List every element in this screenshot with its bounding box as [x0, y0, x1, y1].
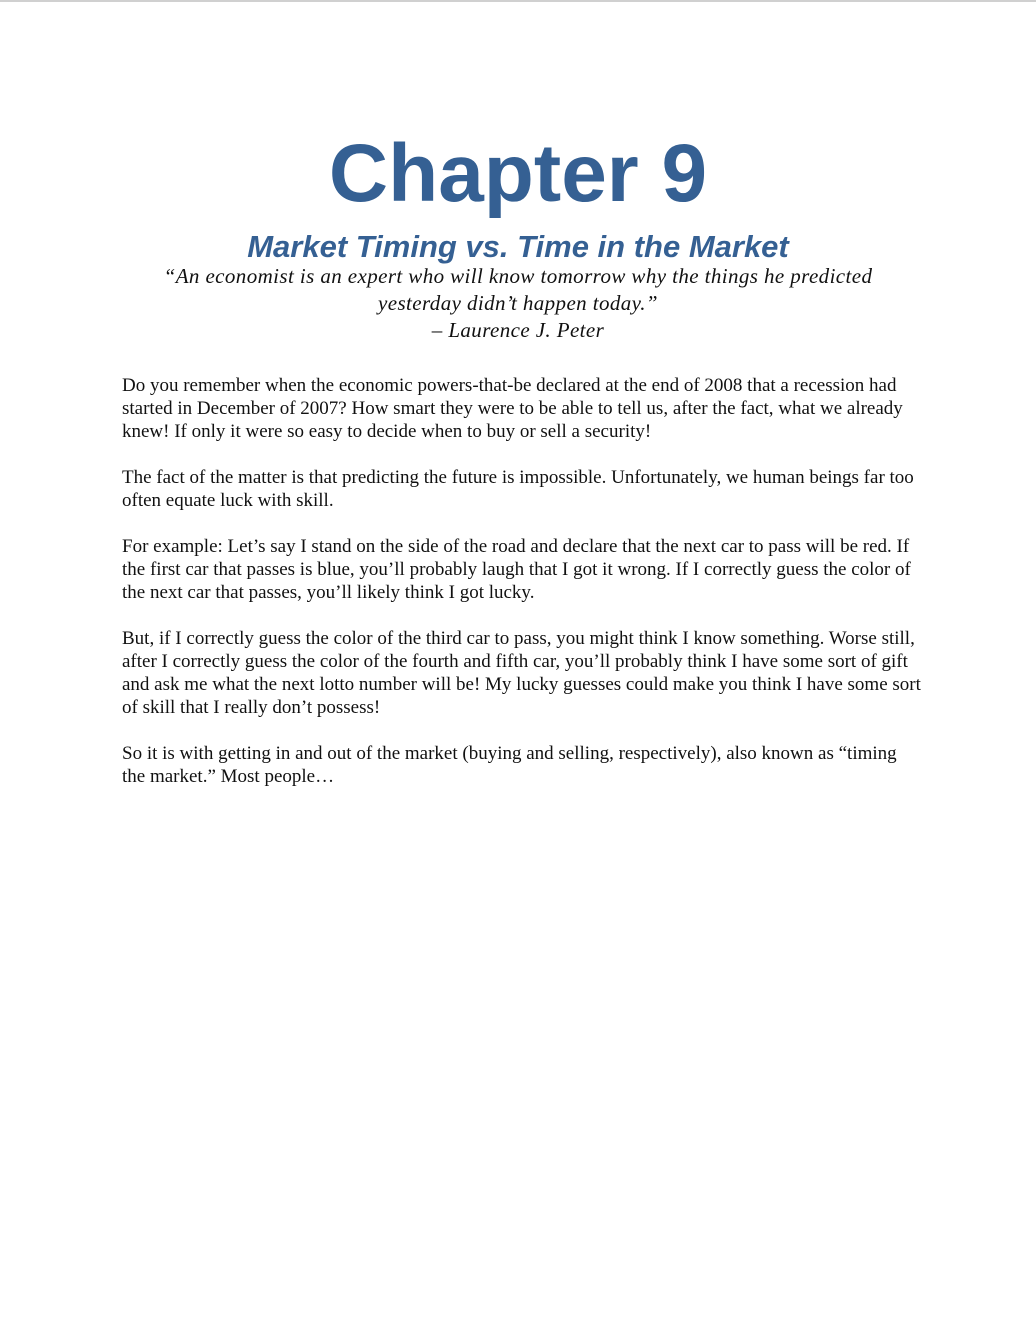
epigraph-quote-line-2: yesterday didn’t happen today.”: [378, 291, 658, 315]
body-paragraph-4: But, if I correctly guess the color of the third car to pass, you might think I know something. Worse still, after I correctly guess the color of the fourth and fifth car, you’ll probably think I have some sort of gift and ask me what the next lotto number will be! My lucky guesses could make you think I have some sort of skill that I really don’t possess!: [122, 628, 921, 718]
body-paragraph-2: The fact of the matter is that predicting the future is impossible. Unfortunately, we human beings far too often equate luck with skill.: [122, 467, 914, 511]
chapter-body: [122, 374, 922, 811]
epigraph: [118, 263, 918, 344]
body-paragraph-1: Do you remember when the economic powers-that-be declared at the end of 2008 that a recession had started in December of 2007? How smart they were to be able to tell us, after the fact, what we already knew! If only it were so easy to decide when to buy or sell a security!: [122, 375, 903, 442]
chapter-title: Chapter 9: [328, 128, 708, 219]
page-top-border: [0, 0, 1036, 2]
epigraph-quote-line-1: “An economist is an expert who will know tomorrow why the things he predicted: [163, 264, 873, 288]
body-paragraph-5: So it is with getting in and out of the market (buying and selling, respectively), also known as “timing the market.” Most people…: [122, 743, 897, 787]
body-paragraph-3: For example: Let’s say I stand on the side of the road and declare that the next car to pass will be red. If the first car that passes is blue, you’ll probably laugh that I got it wrong. If I correctly guess the color of the next car that passes, you’ll likely think I got lucky.: [122, 536, 911, 603]
epigraph-attribution: – Laurence J. Peter: [431, 318, 605, 342]
chapter-subtitle: Market Timing vs. Time in the Market: [247, 229, 789, 264]
